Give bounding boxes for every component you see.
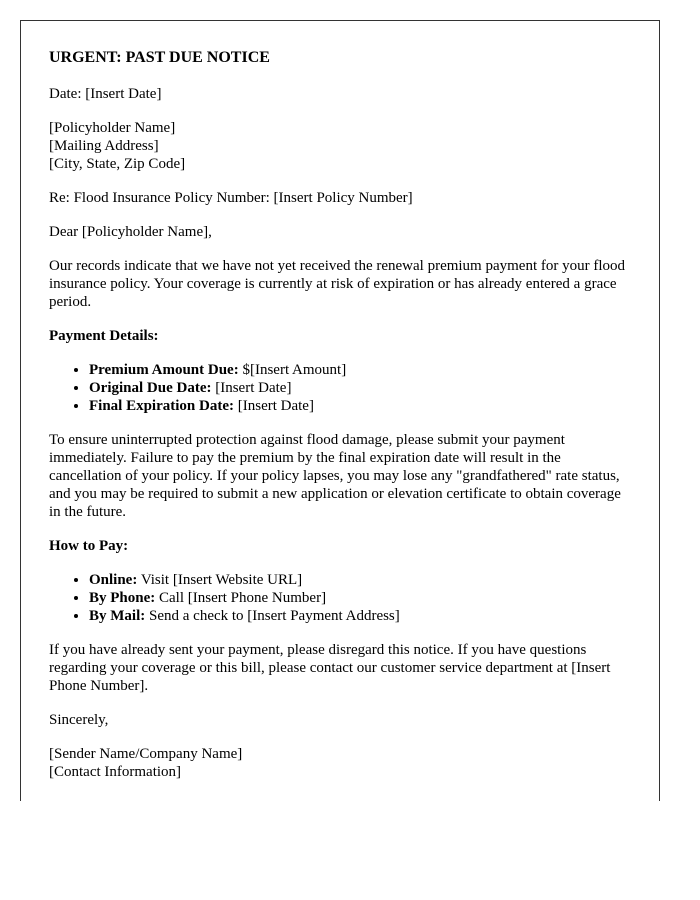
recipient-address bbox=[49, 119, 631, 173]
item-value: $[Insert Amount] bbox=[238, 362, 347, 378]
item-label: Final Expiration Date: bbox=[89, 398, 234, 414]
signoff: Sincerely, bbox=[49, 712, 109, 728]
item-label: Original Due Date: bbox=[89, 380, 212, 396]
list-item bbox=[89, 589, 631, 607]
list-item bbox=[89, 571, 631, 589]
signature-line: [Contact Information] bbox=[49, 764, 182, 780]
item-label: Online: bbox=[89, 572, 138, 588]
how-to-pay-list bbox=[49, 571, 631, 625]
signature-block bbox=[49, 745, 631, 781]
heading-text: How to Pay: bbox=[49, 538, 129, 554]
address-line: [Mailing Address] bbox=[49, 138, 159, 154]
list-item bbox=[89, 361, 631, 379]
letter-page bbox=[20, 20, 660, 801]
item-label: By Mail: bbox=[89, 608, 146, 624]
address-line: [City, State, Zip Code] bbox=[49, 156, 186, 172]
date-line: Date: [Insert Date] bbox=[49, 86, 162, 102]
list-item bbox=[89, 607, 631, 625]
item-value: Send a check to [Insert Payment Address] bbox=[145, 608, 400, 624]
payment-details-list bbox=[49, 361, 631, 415]
item-value: [Insert Date] bbox=[211, 380, 292, 396]
item-label: By Phone: bbox=[89, 590, 156, 606]
item-value: [Insert Date] bbox=[234, 398, 314, 414]
address-line: [Policyholder Name] bbox=[49, 120, 176, 136]
salutation: Dear [Policyholder Name], bbox=[49, 224, 212, 240]
closing-paragraph: If you have already sent your payment, please disregard this notice. If you have questions regarding your coverage or this bill, please contact our customer service department at [Insert Phone Number]. bbox=[49, 642, 611, 694]
list-item bbox=[89, 379, 631, 397]
heading-text: Payment Details: bbox=[49, 328, 159, 344]
list-item bbox=[89, 397, 631, 415]
item-value: Call [Insert Phone Number] bbox=[155, 590, 327, 606]
re-line: Re: Flood Insurance Policy Number: [Insert Policy Number] bbox=[49, 190, 413, 206]
signature-line: [Sender Name/Company Name] bbox=[49, 746, 243, 762]
item-label: Premium Amount Due: bbox=[89, 362, 239, 378]
intro-paragraph: Our records indicate that we have not yet received the renewal premium payment for your flood insurance policy. Your coverage is currently at risk of expiration or has already entered a grace period. bbox=[49, 258, 626, 310]
payment-details-heading bbox=[49, 327, 631, 345]
item-value: Visit [Insert Website URL] bbox=[137, 572, 303, 588]
warning-paragraph: To ensure uninterrupted protection against flood damage, please submit your payment immediately. Failure to pay the premium by the final expiration date will result in the cancellation of your policy. If your policy lapses, you may lose any "grandfathered" rate status, and you may be required to submit a new application or elevation certificate to obtain coverage in the future. bbox=[49, 432, 621, 520]
notice-title: URGENT: PAST DUE NOTICE bbox=[49, 49, 270, 66]
how-to-pay-heading bbox=[49, 537, 631, 555]
